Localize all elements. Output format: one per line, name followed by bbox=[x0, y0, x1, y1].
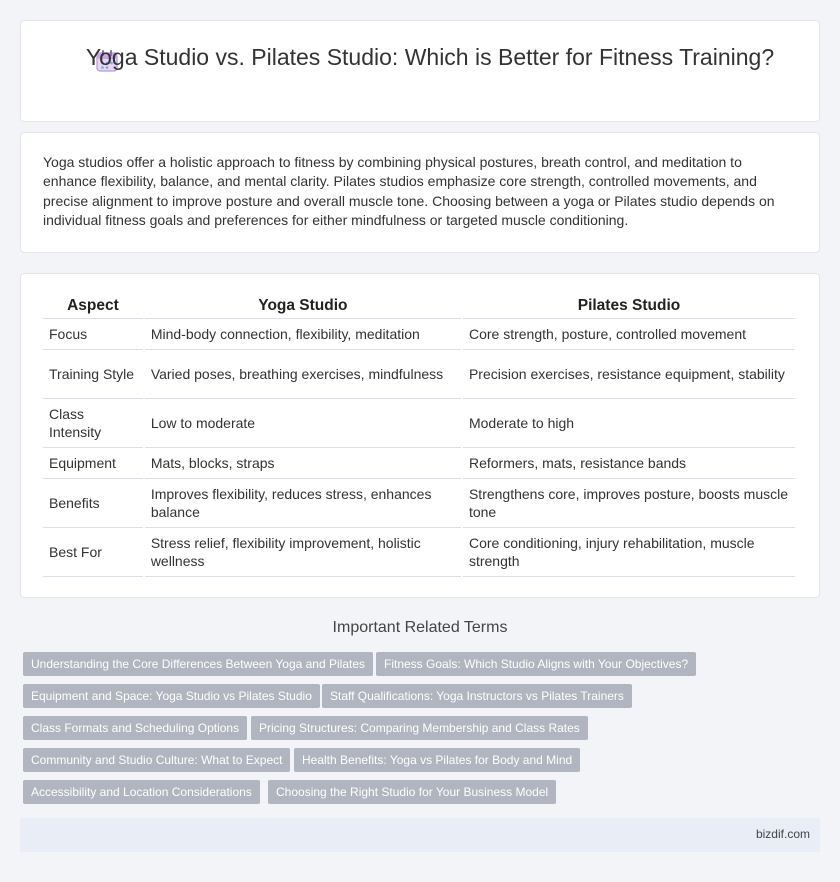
cell-yoga: Mats, blocks, straps bbox=[145, 447, 461, 478]
cell-aspect: Class Intensity bbox=[43, 398, 143, 447]
cell-pilates: Reformers, mats, resistance bands bbox=[463, 447, 795, 478]
cell-aspect: Training Style bbox=[43, 349, 143, 398]
cell-yoga: Varied poses, breathing exercises, mindfulness bbox=[145, 349, 461, 398]
related-tag-equipment-space[interactable]: Equipment and Space: Yoga Studio vs Pilates Studio bbox=[23, 684, 320, 708]
table-row bbox=[43, 527, 795, 577]
header-card bbox=[20, 20, 820, 122]
comparison-table bbox=[41, 294, 797, 577]
cell-aspect: Best For bbox=[43, 527, 143, 577]
related-tag-class-formats[interactable]: Class Formats and Scheduling Options bbox=[23, 716, 247, 740]
cell-aspect: Focus bbox=[43, 318, 143, 349]
related-tag-accessibility-location[interactable]: Accessibility and Location Considerations bbox=[23, 780, 260, 804]
cell-pilates: Core strength, posture, controlled movement bbox=[463, 318, 795, 349]
table-row bbox=[43, 398, 795, 447]
cell-aspect: Benefits bbox=[43, 478, 143, 527]
related-tag-fitness-goals[interactable]: Fitness Goals: Which Studio Aligns with Your Objectives? bbox=[376, 652, 696, 676]
related-tag-core-differences[interactable]: Understanding the Core Differences Between Yoga and Pilates bbox=[23, 652, 373, 676]
footer-bar bbox=[20, 818, 820, 852]
cell-yoga: Improves flexibility, reduces stress, enhances balance bbox=[145, 478, 461, 527]
intro-card bbox=[20, 132, 820, 253]
related-tag-health-benefits[interactable]: Health Benefits: Yoga vs Pilates for Body and Mind bbox=[294, 748, 580, 772]
cell-yoga: Low to moderate bbox=[145, 398, 461, 447]
related-tag-community-culture[interactable]: Community and Studio Culture: What to Expect bbox=[23, 748, 290, 772]
header-yoga-studio: Yoga Studio bbox=[258, 297, 348, 314]
comparison-table-card bbox=[20, 273, 820, 598]
intro-paragraph: Yoga studios offer a holistic approach to fitness by combining physical postures, breath control, and meditation to enhance flexibility, balance, and mental clarity. Pilates studios emphasize core strength, controlled movements, and precise alignment to improve posture and overall muscle tone. Choosing between a yoga or Pilates studio depends on individual fitness goals and preferences for either mindfulness or targeted muscle conditioning. bbox=[43, 154, 775, 228]
related-tag-pricing-structures[interactable]: Pricing Structures: Comparing Membership and Class Rates bbox=[251, 716, 588, 740]
cell-pilates: Moderate to high bbox=[463, 398, 795, 447]
table-row bbox=[43, 478, 795, 527]
table-row bbox=[43, 349, 795, 398]
table-row bbox=[43, 318, 795, 349]
footer-site-name: bizdif.com bbox=[755, 827, 810, 841]
related-tag-choosing-studio[interactable]: Choosing the Right Studio for Your Business Model bbox=[268, 780, 556, 804]
cell-aspect: Equipment bbox=[43, 447, 143, 478]
cell-pilates: Core conditioning, injury rehabilitation, muscle strength bbox=[463, 527, 795, 577]
header-pilates-studio: Pilates Studio bbox=[577, 297, 681, 314]
cell-yoga: Mind-body connection, flexibility, meditation bbox=[145, 318, 461, 349]
table-row bbox=[43, 447, 795, 478]
related-terms-heading: Important Related Terms bbox=[332, 619, 508, 636]
cell-pilates: Strengthens core, improves posture, boosts muscle tone bbox=[463, 478, 795, 527]
table-header-row bbox=[43, 294, 795, 318]
header-aspect: Aspect bbox=[67, 297, 119, 314]
related-tag-staff-qualifications[interactable]: Staff Qualifications: Yoga Instructors vs Pilates Trainers bbox=[322, 684, 632, 708]
page-title: Yoga Studio vs. Pilates Studio: Which is Better for Fitness Training? bbox=[85, 44, 775, 70]
cell-yoga: Stress relief, flexibility improvement, holistic wellness bbox=[145, 527, 461, 577]
cell-pilates: Precision exercises, resistance equipment, stability bbox=[463, 349, 795, 398]
